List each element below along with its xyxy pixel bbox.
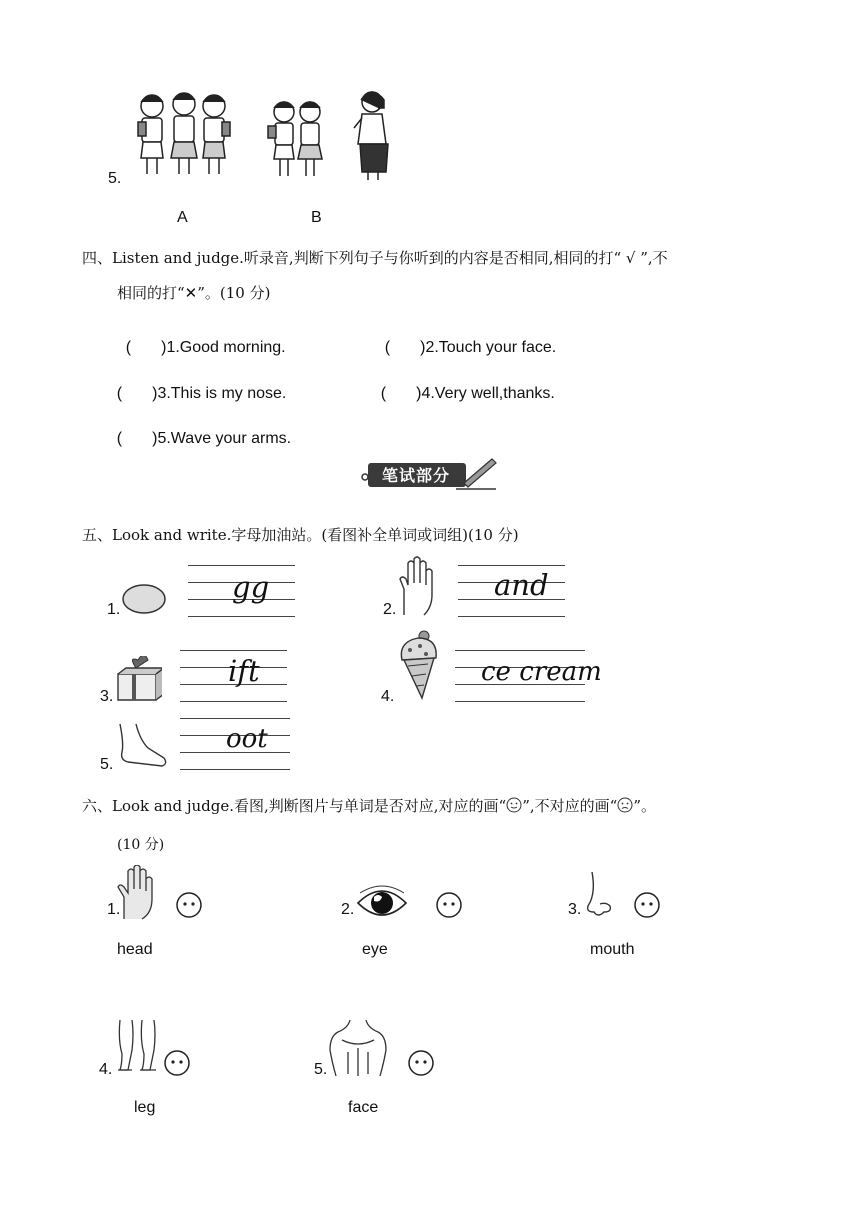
writing-lines[interactable] [180,650,287,702]
item-number: 3. [100,688,114,705]
nose-icon [582,870,618,920]
hand-icon [116,865,160,920]
banner-text: 笔试部分 [382,468,451,485]
smile-blank-face-icon [176,892,202,918]
item-number: 1. [107,601,121,618]
word-label: mouth [590,941,635,958]
title-part: ”,不对应的画“ [522,797,618,815]
chest-icon [328,1018,388,1076]
item-number: 1. [107,901,121,918]
handwritten-word: oot [226,724,268,754]
title-part: 六、Look and judge.看图,判断图片与单词是否对应,对应的画“ [82,797,507,815]
answer-face[interactable] [436,892,462,918]
sentence: )2.Touch your face. [420,339,557,356]
three-children-picture [130,88,238,183]
q3-item5 [0,0,860,240]
written-part-banner [360,455,505,491]
item-number: 5. [314,1061,328,1078]
section-5-title: 五、Look and write.字母加油站。(看图补全单词或词组)(10 分) [82,526,519,544]
judge-item-4 [363,367,555,421]
answer-face[interactable] [408,1050,434,1076]
section-4-title: 四、Listen and judge.听录音,判断下列句子与你听到的内容是否相同,相同的打“ √ ”,不 [82,249,668,267]
word-label: head [117,941,153,958]
word-label: face [348,1099,379,1116]
legs-icon [112,1018,164,1076]
item-number: 2. [341,901,355,918]
item-number: 2. [383,601,397,618]
answer-paren[interactable]: ( [384,339,391,356]
answer-face[interactable] [176,892,202,918]
sentence: )4.Very well,thanks. [416,385,555,402]
eye-icon [356,885,408,921]
children-and-teacher-picture [262,88,394,185]
judge-item-5 [99,412,291,466]
sentence: )5.Wave your arms. [152,430,292,447]
answer-paren[interactable]: ( [116,430,123,447]
title-part: ”。 [633,797,657,815]
handwritten-word: and [494,568,549,602]
item-number: 4. [99,1061,113,1078]
word-label: leg [134,1099,156,1116]
writing-lines[interactable] [458,565,565,617]
handwritten-word: ift [228,654,260,688]
answer-face[interactable] [164,1050,190,1076]
answer-face[interactable] [634,892,660,918]
smile-blank-face-icon [408,1050,434,1076]
section-4-title-line2: 相同的打“✕”。(10 分) [117,284,271,302]
option-a-label: A [177,209,188,226]
smile-blank-face-icon [436,892,462,918]
gift-icon [114,656,162,702]
answer-paren[interactable]: ( [380,385,387,402]
ice-cream-icon [396,630,440,700]
handwritten-word: gg [232,570,270,604]
writing-lines[interactable] [455,650,602,702]
item-number: 5. [108,170,122,187]
frown-face-icon [617,797,633,813]
item-number: 5. [100,756,114,773]
option-b-label: B [311,209,322,226]
sentence: )1.Good morning. [161,339,286,356]
hand-icon [396,555,436,617]
smile-face-icon [506,797,522,813]
egg-icon [121,583,167,615]
foot-icon [114,722,168,770]
smile-blank-face-icon [634,892,660,918]
item-number: 4. [381,688,395,705]
section-6-title [82,795,656,816]
writing-lines[interactable] [180,718,290,770]
writing-lines[interactable] [188,565,295,617]
word-label: eye [362,941,388,958]
smile-blank-face-icon [164,1050,190,1076]
handwritten-word: ce cream [481,657,602,687]
answer-paren[interactable]: ( [116,385,123,402]
answer-paren[interactable]: ( [125,339,132,356]
section-6-points: (10 分) [117,837,165,853]
sentence: )3.This is my nose. [152,385,287,402]
item-number: 3. [568,901,582,918]
